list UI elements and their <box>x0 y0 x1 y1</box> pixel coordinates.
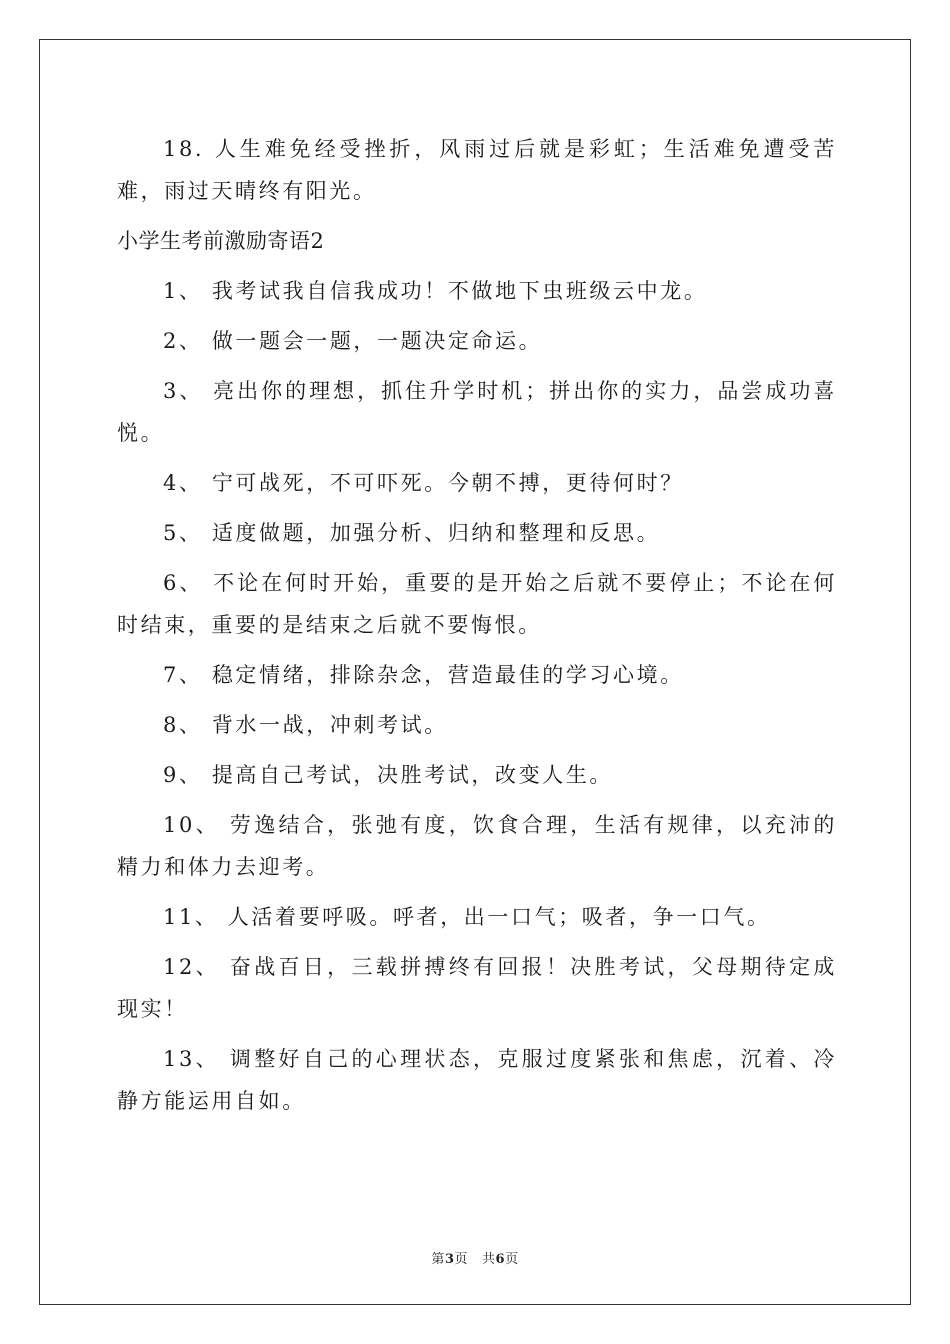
page-suffix: 页 <box>454 1252 468 1267</box>
total-page-number: 6 <box>495 1252 506 1267</box>
page-footer <box>0 1248 950 1267</box>
paragraph-item-8: 8、 背水一战，冲刺考试。 <box>163 713 448 737</box>
paragraph-item-12: 12、 奋战百日，三载拼搏终有回报！决胜考试，父母期待定成现实！ <box>117 955 837 1021</box>
paragraph-item-1: 1、 我考试我自信我成功！不做地下虫班级云中龙。 <box>163 279 708 303</box>
paragraph-item-11: 11、 人活着要呼吸。呼者，出一口气；吸者，争一口气。 <box>163 905 771 929</box>
section-heading: 小学生考前激励寄语2 <box>117 229 325 253</box>
paragraph-item-6: 6、 不论在何时开始，重要的是开始之后就不要停止；不论在何时结束，重要的是结束之后就不要悔恨。 <box>117 571 837 637</box>
paragraph-item-4: 4、 宁可战死，不可吓死。今朝不搏，更待何时？ <box>163 471 684 495</box>
total-suffix: 页 <box>505 1252 519 1267</box>
paragraph-item-10: 10、 劳逸结合，张弛有度，饮食合理，生活有规律，以充沛的精力和体力去迎考。 <box>117 813 837 879</box>
document-body <box>117 128 837 1130</box>
paragraph-item-7: 7、 稳定情绪，排除杂念，营造最佳的学习心境。 <box>163 663 684 687</box>
current-page-number: 3 <box>444 1252 455 1267</box>
paragraph-item-18: 18. 人生难免经受挫折，风雨过后就是彩虹；生活难免遭受苦难，雨过天晴终有阳光。 <box>117 137 837 203</box>
paragraph-item-3: 3、 亮出你的理想，抓住升学时机；拼出你的实力，品尝成功喜悦。 <box>117 379 837 445</box>
page-prefix: 第 <box>431 1252 445 1267</box>
paragraph-item-9: 9、 提高自己考试，决胜考试，改变人生。 <box>163 763 614 787</box>
paragraph-item-2: 2、 做一题会一题，一题决定命运。 <box>163 329 543 353</box>
total-prefix: 共 <box>482 1252 496 1267</box>
paragraph-item-13: 13、 调整好自己的心理状态，克服过度紧张和焦虑，沉着、冷静方能运用自如。 <box>117 1047 837 1113</box>
paragraph-item-5: 5、 适度做题，加强分析、归纳和整理和反思。 <box>163 521 661 545</box>
